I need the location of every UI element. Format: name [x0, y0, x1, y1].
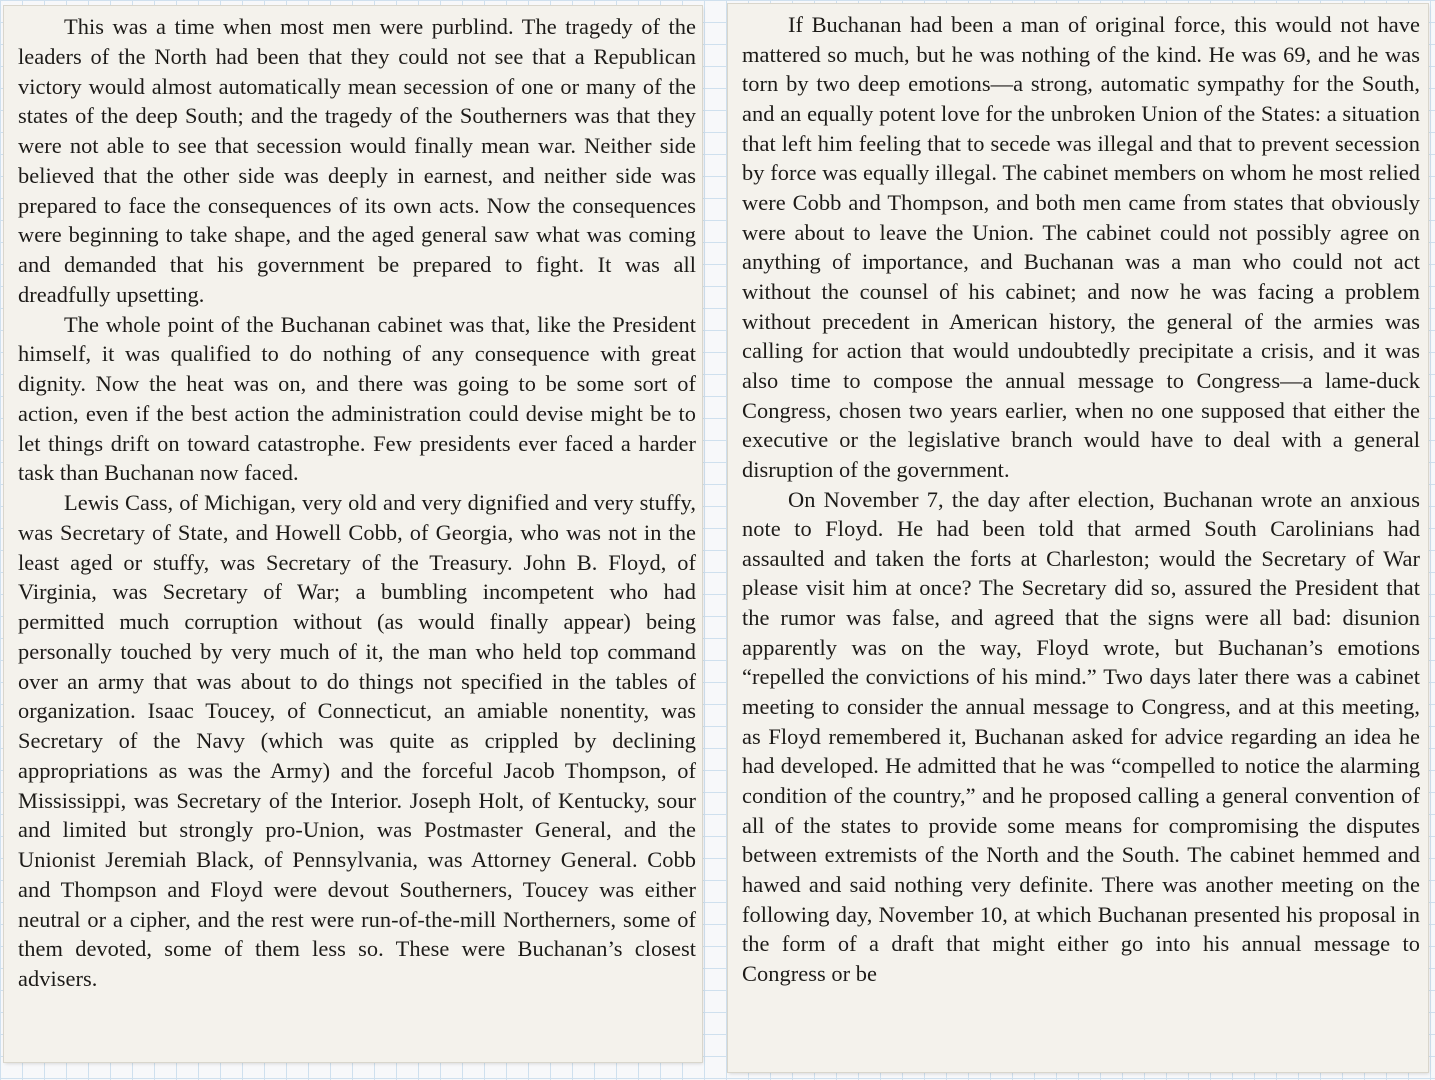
left-paragraph-3: Lewis Cass, of Michigan, very old and very dignified and very stuffy, was Secretary of State, and Howell Cobb, of Georgia, who was not in the least aged or stuffy, was Secretary of the Treasury. John B. Floyd, of Virginia, was Secretary of War; a bumbling incompetent who had permitted much corruption without (as would finally appear) being personally touched by very much of it, the man who held top command over an army that was about to do things not specified in the tables of organization. Isaac Toucey, of Connecticut, an amiable nonentity, was Secretary of the Navy (which was quite as crippled by declining appropriations as was the Army) and the forceful Jacob Thompson, of Mississippi, was Secretary of the Interior. Joseph Holt, of Kentucky, sour and limited but strongly pro-Union, was Postmaster General, and the Unionist Jeremiah Black, of Pennsylvania, was Attorney General. Cobb and Thompson and Floyd were devout Southerners, Toucey was either neutral or a cipher, and the rest were run-of-the-mill Northerners, some of them devoted, some of them less so. These were Buchanan’s closest advisers.	[18, 490, 696, 991]
left-paragraph-2: The whole point of the Buchanan cabinet was that, like the President himself, it was qualified to do nothing of any consequence with great dignity. Now the heat was on, and there was going to be some sort of action, even if the best action the administration could devise might be to let things drift on toward catastrophe. Few presidents ever faced a harder task than Buchanan now faced.	[18, 311, 696, 486]
left-page-clipping	[4, 6, 702, 1062]
right-paragraph-1: If Buchanan had been a man of original force, this would not have mattered so much, but he was nothing of the kind. He was 69, and he was torn by two deep emotions—a strong, automatic sympathy for the South, and an equally potent love for the unbroken Union of the States: a situation that left him feeling that to secede was illegal and that to prevent secession by force was equally illegal. The cabinet members on whom he most relied were Cobb and Thompson, and both men came from states that obviously were about to leave the Union. The cabinet could not possibly agree on anything of importance, and Buchanan was a man who could not act without the counsel of his cabinet; and now he was facing a problem without precedent in American history, the general of the armies was calling for action that would undoubtedly precipitate a crisis, and it was also time to compose the annual message to Congress—a lame-duck Congress, chosen two years earlier, when no one supposed that either the executive or the legislative branch would have to deal with a general disruption of the government.	[742, 12, 1420, 482]
left-paragraph-1: This was a time when most men were purblind. The tragedy of the leaders of the North had been that they could not see that a Republican victory would almost automatically mean secession of one or many of the states of the deep South; and the tragedy of the Southerners was that they were not able to see that secession would finally mean war. Neither side believed that the other side was deeply in earnest, and neither side was prepared to face the consequences of its own acts. Now the consequences were beginning to take shape, and the aged general saw what was coming and demanded that his government be prepared to fight. It was all dreadfully upsetting.	[18, 14, 696, 307]
right-paragraph-2: On November 7, the day after election, Buchanan wrote an anxious note to Floyd. He had been told that armed South Carolinians had assaulted and taken the forts at Charleston; would the Secretary of War please visit him at once? The Secretary did so, assured the President that the rumor was false, and agreed that the signs were all bad: disunion apparently was on the way, Floyd wrote, but Buchanan’s emotions “repelled the convictions of his mind.” Two days later there was a cabinet meeting to consider the annual message to Congress, and at this meeting, as Floyd remembered it, Buchanan asked for advice regarding an idea he had developed. He admitted that he was “compelled to notice the alarming condition of the country,” and he proposed calling a general convention of all of the states to provide some means for compromising the disputes between extremists of the North and the South. The cabinet hemmed and hawed and said nothing very definite. There was another meeting on the following day, November 10, at which Buchanan presented his proposal in the form of a draft that might either go into his annual message to Congress or be	[742, 486, 1420, 986]
right-page-clipping	[728, 4, 1428, 1072]
